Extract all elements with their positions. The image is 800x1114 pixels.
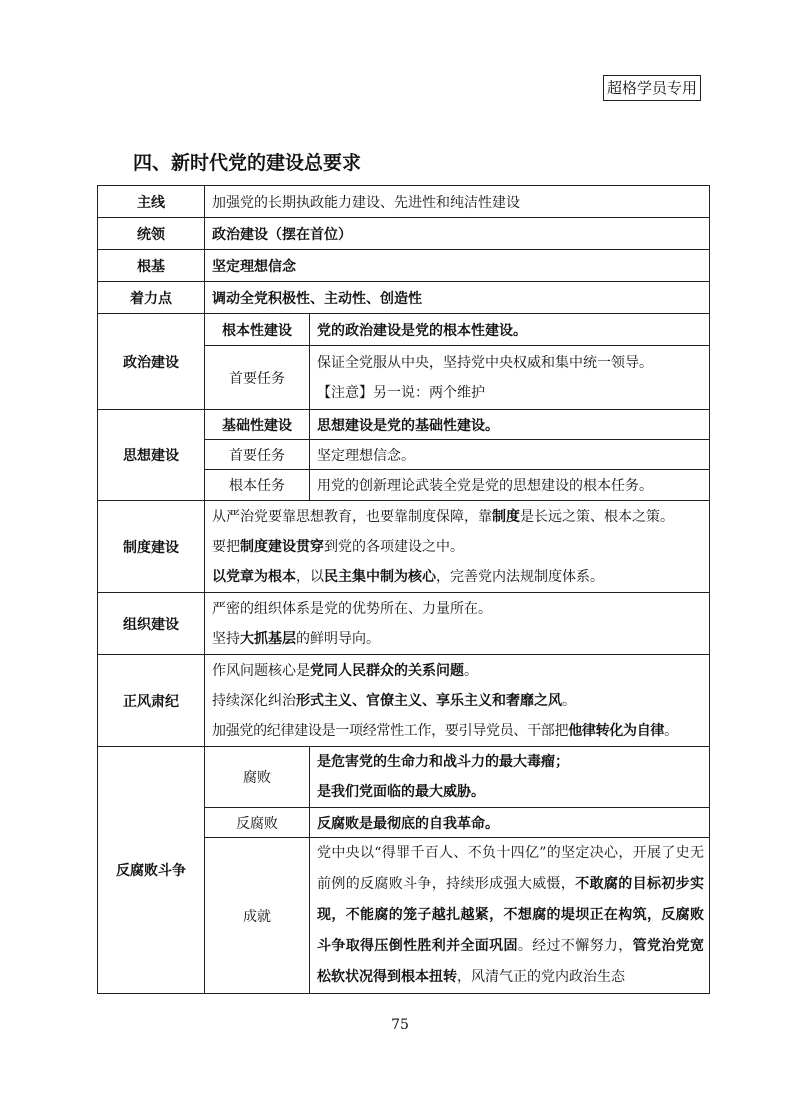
row-label: 组织建设: [98, 593, 205, 655]
table-row: [98, 655, 710, 747]
achievement-paragraph: 党中央以“得罪千百人、不负十四亿”的坚定决心，开展了史无前例的反腐败斗争，持续形成强大威慑，不敢腐的目标初步实现，不能腐的笼子越扎越紧，不想腐的堤坝正在构筑，反腐败斗争取得压倒性胜利并全面巩固。经过不懈努力，管党治党宽松软状况得到根本扭转，风清气正的党内政治生态: [317, 845, 705, 985]
content-line: 加强党的纪律建设是一项经常性工作，要引导党员、干部把他律转化为自律。: [212, 722, 678, 739]
row-label: 主线: [98, 186, 205, 218]
table-row: [98, 593, 710, 655]
row-content: 党的政治建设是党的根本性建设。: [310, 314, 710, 346]
table-row: [98, 282, 710, 314]
sub-label: 反腐败: [205, 808, 310, 838]
content-line: 从严治党要靠思想教育，也要靠制度保障，靠制度是长远之策、根本之策。: [212, 508, 674, 525]
row-label: 着力点: [98, 282, 205, 314]
row-content: 调动全党积极性、主动性、创造性: [205, 282, 710, 314]
row-content: [310, 838, 710, 994]
row-content: 反腐败是最彻底的自我革命。: [310, 808, 710, 838]
table-row: [98, 501, 710, 593]
table-row: [98, 747, 710, 808]
page-number: 75: [391, 1017, 409, 1033]
row-label: 制度建设: [98, 501, 205, 593]
content-line: 是危害党的生命力和战斗力的最大毒瘤；: [317, 754, 569, 770]
table-row: [98, 410, 710, 440]
sub-label: 首要任务: [205, 440, 310, 470]
table-row: [98, 314, 710, 346]
sub-label: 腐败: [205, 747, 310, 808]
table-row: [98, 218, 710, 250]
row-content: [205, 593, 710, 655]
content-line: 要把制度建设贯穿到党的各项建设之中。: [212, 538, 464, 555]
row-content: 政治建设（摆在首位）: [205, 218, 710, 250]
row-label: 根基: [98, 250, 205, 282]
row-label: 政治建设: [98, 314, 205, 410]
row-label: 思想建设: [98, 410, 205, 501]
row-label: 正风肃纪: [98, 655, 205, 747]
row-label: 统领: [98, 218, 205, 250]
sub-label: 根本性建设: [205, 314, 310, 346]
row-content: 坚定理想信念: [205, 250, 710, 282]
sub-label: 成就: [205, 838, 310, 994]
row-content: 坚定理想信念。: [310, 440, 710, 470]
content-line: 保证全党服从中央，坚持党中央权威和集中统一领导。: [317, 354, 653, 371]
content-line: 作风问题核心是党同人民群众的关系问题。: [212, 662, 478, 679]
row-content: 思想建设是党的基础性建设。: [310, 410, 710, 440]
content-line: 严密的组织体系是党的优势所在、力量所在。: [212, 600, 492, 617]
requirements-table: [97, 185, 710, 994]
row-content: 用党的创新理论武装全党是党的思想建设的根本任务。: [310, 470, 710, 501]
section-title: 四、新时代党的建设总要求: [133, 152, 362, 174]
content-line: 坚持大抓基层的鲜明导向。: [212, 630, 380, 647]
note-line: 【注意】另一说：两个维护: [317, 384, 485, 401]
row-content: [205, 655, 710, 747]
table-row: [98, 250, 710, 282]
sub-label: 基础性建设: [205, 410, 310, 440]
row-content: [205, 501, 710, 593]
exclusive-badge: 超格学员专用: [603, 75, 701, 101]
row-content: 加强党的长期执政能力建设、先进性和纯洁性建设: [205, 186, 710, 218]
table-row: [98, 186, 710, 218]
content-line: 持续深化纠治形式主义、官僚主义、享乐主义和奢靡之风。: [212, 692, 576, 709]
row-content: [310, 747, 710, 808]
content-line: 以党章为根本，以民主集中制为核心，完善党内法规制度体系。: [212, 568, 604, 585]
sub-label: 根本任务: [205, 470, 310, 501]
content-line: 是我们党面临的最大威胁。: [317, 784, 485, 800]
sub-label: 首要任务: [205, 346, 310, 410]
row-content: [310, 346, 710, 410]
row-label: 反腐败斗争: [98, 747, 205, 994]
